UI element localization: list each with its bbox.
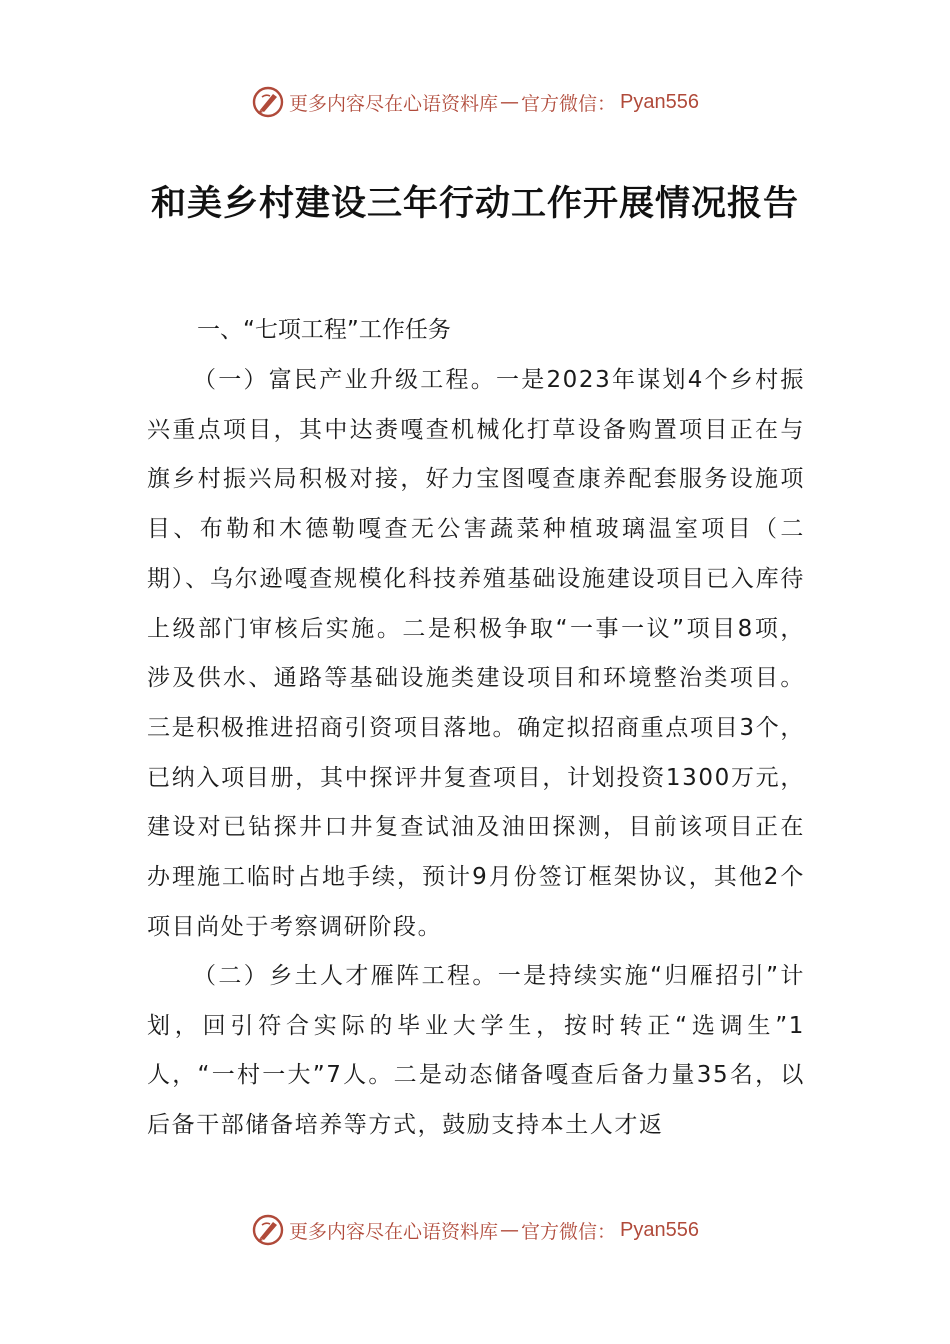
pen-logo-icon: [251, 1213, 285, 1247]
pen-logo-icon: [251, 85, 285, 119]
paragraph-rich-industry: （一）富民产业升级工程。一是2023年谋划4个乡村振兴重点项目，其中达赉嘎查机械化打草设备购置项目正在与旗乡村振兴局积极对接，好力宝图嘎查康养配套服务设施项目、布勒和木德勒嘎查无公害蔬菜种植玻璃温室项目（二期）、乌尔逊嘎查规模化科技养殖基础设施建设项目已入库待上级部门审核后实施。二是积极争取“一事一议”项目8项，涉及供水、通路等基础设施类建设项目和环境整治类项目。三是积极推进招商引资项目落地。确定拟招商重点项目3个，已纳入项目册，其中探评井复查项目，计划投资1300万元，建设对已钻探井口井复查试油及油田探测，目前该项目正在办理施工临时占地手续，预计9月份签订框架协议，其他2个项目尚处于考察调研阶段。: [147, 367, 805, 940]
banner-dash: —: [500, 1219, 520, 1241]
banner-dash: —: [500, 91, 520, 113]
document-title: 和美乡村建设三年行动工作开展情况报告: [150, 184, 799, 224]
paragraph-local-talent: （二）乡土人才雁阵工程。一是持续实施“归雁招引”计划，回引符合实际的毕业大学生，按时转正“选调生”1人，“一村一大”7人。二是动态储备嘎查后备力量35名，以后备干部储备培养等方式，鼓励支持本土人才返: [147, 963, 805, 1139]
banner-text: 更多内容尽在心语资料库: [289, 1220, 499, 1243]
banner-wechat-id: Pyan556: [620, 1218, 699, 1241]
banner-official-label: 官方微信：: [521, 1220, 617, 1243]
banner-text: 更多内容尽在心语资料库: [289, 92, 499, 115]
header-banner: [0, 84, 950, 120]
banner-wechat-id: Pyan556: [620, 90, 699, 113]
section-heading: 一、“七项工程”工作任务: [197, 317, 451, 343]
footer-banner: [0, 1212, 950, 1248]
banner-official-label: 官方微信：: [521, 92, 617, 115]
